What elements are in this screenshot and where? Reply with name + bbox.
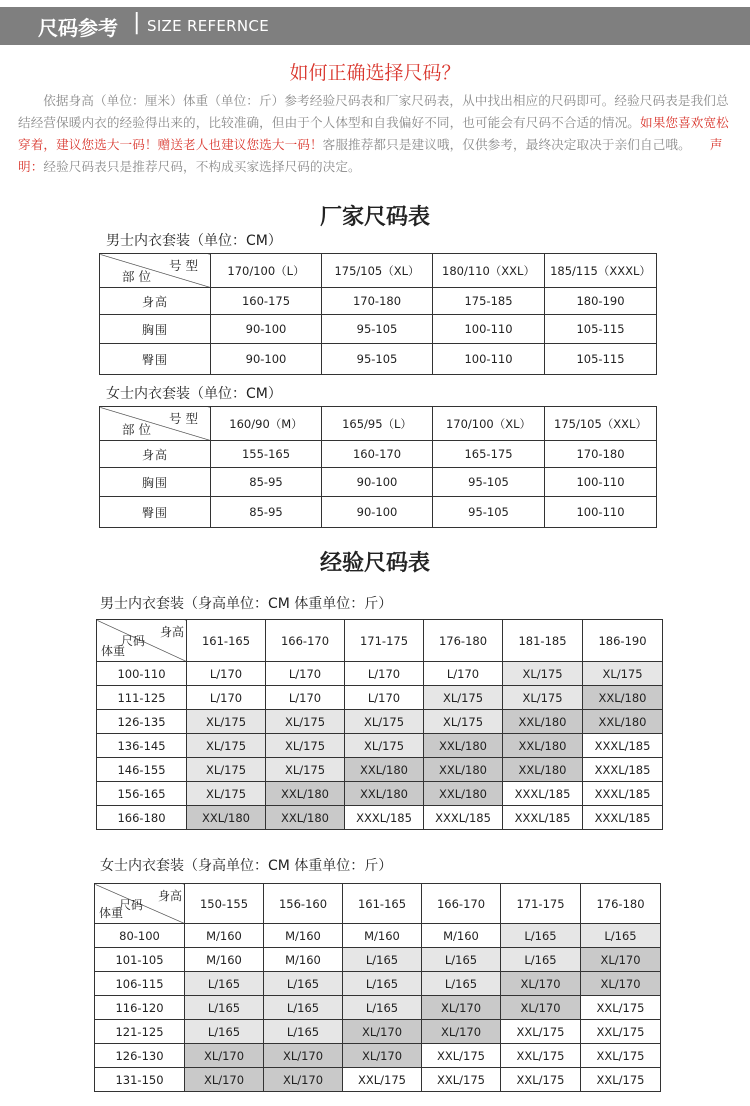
- value-cell: 100-110: [545, 468, 657, 497]
- weight-label: 100-110: [97, 662, 187, 686]
- size-header: 170/100（XL）: [433, 407, 545, 441]
- size-cell: XXL/180: [266, 782, 345, 806]
- table-row: [97, 806, 663, 830]
- size-header: 175/105（XL）: [322, 254, 433, 288]
- size-cell: L/170: [345, 686, 424, 710]
- header-separator: |: [133, 10, 141, 35]
- size-cell: XL/175: [424, 710, 503, 734]
- value-cell: 175-185: [433, 288, 545, 315]
- size-cell: XXXL/185: [583, 758, 663, 782]
- size-cell: XL/175: [266, 710, 345, 734]
- corner-top-label: 号型: [168, 411, 202, 426]
- table-row: [100, 288, 657, 315]
- size-cell: L/165: [422, 972, 501, 996]
- corner-bottom-label: 部位: [122, 422, 156, 437]
- size-cell: L/170: [345, 662, 424, 686]
- value-cell: 180-190: [545, 288, 657, 315]
- size-cell: XL/175: [187, 710, 266, 734]
- size-cell: XXL/175: [501, 1020, 581, 1044]
- value-cell: 90-100: [322, 468, 433, 497]
- intro-text: [18, 90, 734, 178]
- size-cell: L/165: [185, 972, 264, 996]
- intro-red1: 如果您喜欢宽松穿着，建议您选大一码！赠送老人也建议您选大一码！: [18, 115, 729, 152]
- row-label: 身高: [100, 288, 211, 315]
- weight-label: 136-145: [97, 734, 187, 758]
- weight-label: 126-135: [97, 710, 187, 734]
- table-row: [95, 924, 661, 948]
- table-row: [97, 734, 663, 758]
- size-cell: L/165: [581, 924, 661, 948]
- row-label: 胸围: [100, 468, 211, 497]
- size-cell: XL/170: [185, 1044, 264, 1068]
- size-header: 180/110（XXL）: [433, 254, 545, 288]
- value-cell: 165-175: [433, 441, 545, 468]
- size-cell: XL/175: [187, 734, 266, 758]
- table-row: [97, 710, 663, 734]
- size-cell: XXL/175: [581, 996, 661, 1020]
- height-header: 171-175: [501, 884, 581, 924]
- value-cell: 90-100: [211, 315, 322, 344]
- size-cell: L/165: [264, 1020, 343, 1044]
- corner-cell: [97, 620, 187, 662]
- table-row: [97, 758, 663, 782]
- size-cell: XXL/175: [422, 1044, 501, 1068]
- size-cell: XL/175: [187, 758, 266, 782]
- table-row: [95, 1068, 661, 1092]
- size-cell: M/160: [185, 948, 264, 972]
- row-label: 臀围: [100, 497, 211, 528]
- size-cell: XL/170: [501, 972, 581, 996]
- table-row: [100, 344, 657, 375]
- size-cell: L/170: [424, 662, 503, 686]
- size-cell: XXL/180: [345, 758, 424, 782]
- size-cell: XXL/175: [581, 1020, 661, 1044]
- size-cell: XL/175: [503, 686, 583, 710]
- size-cell: XXXL/185: [503, 806, 583, 830]
- table-row: [100, 468, 657, 497]
- row-label: 胸围: [100, 315, 211, 344]
- size-cell: XL/170: [501, 996, 581, 1020]
- size-cell: XL/170: [185, 1068, 264, 1092]
- exp-women-caption: 女士内衣套装（身高单位：CM 体重单位：斤）: [100, 858, 393, 874]
- size-cell: XL/170: [343, 1044, 422, 1068]
- height-header: 176-180: [424, 620, 503, 662]
- size-cell: XXL/175: [501, 1044, 581, 1068]
- height-header: 150-155: [185, 884, 264, 924]
- weight-label: 106-115: [95, 972, 185, 996]
- weight-label: 121-125: [95, 1020, 185, 1044]
- height-header: 181-185: [503, 620, 583, 662]
- table-row: [95, 1044, 661, 1068]
- size-cell: L/170: [266, 686, 345, 710]
- size-cell: L/165: [185, 1020, 264, 1044]
- value-cell: 95-105: [322, 344, 433, 375]
- height-header: 161-165: [343, 884, 422, 924]
- table-row: [100, 497, 657, 528]
- size-header: 175/105（XXL）: [545, 407, 657, 441]
- value-cell: 85-95: [211, 497, 322, 528]
- size-cell: XL/175: [345, 734, 424, 758]
- factory-women-table: [99, 406, 657, 528]
- size-cell: M/160: [185, 924, 264, 948]
- value-cell: 100-110: [433, 315, 545, 344]
- weight-label: 166-180: [97, 806, 187, 830]
- corner-mid-label: 尺码: [119, 898, 144, 912]
- exp-men-table: [96, 619, 663, 830]
- value-cell: 95-105: [322, 315, 433, 344]
- size-cell: L/165: [501, 948, 581, 972]
- size-cell: XXXL/185: [583, 806, 663, 830]
- size-cell: XXL/175: [501, 1068, 581, 1092]
- size-cell: XXXL/185: [345, 806, 424, 830]
- corner-top-label: 身高: [157, 889, 182, 903]
- weight-label: 116-120: [95, 996, 185, 1020]
- height-header: 171-175: [345, 620, 424, 662]
- header-title-cn: 尺码参考: [38, 16, 118, 40]
- size-cell: L/165: [422, 948, 501, 972]
- exp-women-table: [94, 883, 661, 1092]
- size-cell: XXL/180: [424, 734, 503, 758]
- intro-part3: 经验尺码表只是推荐尺码，不构成买家选择尺码的决定。: [43, 159, 361, 174]
- size-cell: M/160: [343, 924, 422, 948]
- size-cell: XXL/180: [266, 806, 345, 830]
- corner-cell: [100, 254, 211, 288]
- size-cell: XXL/180: [424, 758, 503, 782]
- experience-title: 经验尺码表: [319, 551, 430, 576]
- size-cell: XL/175: [503, 662, 583, 686]
- size-cell: XXL/180: [424, 782, 503, 806]
- row-label: 身高: [100, 441, 211, 468]
- size-header: 160/90（M）: [211, 407, 322, 441]
- size-cell: M/160: [264, 948, 343, 972]
- height-header: 186-190: [583, 620, 663, 662]
- weight-label: 146-155: [97, 758, 187, 782]
- size-cell: XL/170: [343, 1020, 422, 1044]
- header-row: [100, 407, 657, 441]
- value-cell: 90-100: [211, 344, 322, 375]
- table-row: [95, 948, 661, 972]
- corner-bottom-label: 体重: [101, 644, 126, 658]
- value-cell: 160-175: [211, 288, 322, 315]
- table-row: [100, 315, 657, 344]
- height-header: 156-160: [264, 884, 343, 924]
- value-cell: 170-180: [545, 441, 657, 468]
- corner-bottom-label: 体重: [99, 906, 124, 920]
- factory-men-table: [99, 253, 657, 375]
- value-cell: 100-110: [545, 497, 657, 528]
- size-cell: XL/175: [583, 662, 663, 686]
- size-cell: XXXL/185: [503, 782, 583, 806]
- size-cell: L/165: [501, 924, 581, 948]
- size-cell: M/160: [264, 924, 343, 948]
- size-cell: XL/175: [187, 782, 266, 806]
- size-cell: L/170: [187, 686, 266, 710]
- header-title-en: SIZE REFERNCE: [147, 17, 269, 35]
- header-row: [95, 884, 661, 924]
- size-cell: L/165: [343, 948, 422, 972]
- intro-red2: 声明：: [18, 137, 723, 174]
- height-header: 176-180: [581, 884, 661, 924]
- size-cell: L/165: [343, 972, 422, 996]
- table-row: [100, 441, 657, 468]
- size-cell: XXL/180: [345, 782, 424, 806]
- size-cell: XL/170: [422, 1020, 501, 1044]
- size-cell: XXL/180: [503, 734, 583, 758]
- size-cell: XL/170: [422, 996, 501, 1020]
- size-cell: XXL/180: [503, 758, 583, 782]
- header-row: [97, 620, 663, 662]
- size-cell: XL/170: [581, 972, 661, 996]
- table-row: [97, 686, 663, 710]
- table-row: [95, 996, 661, 1020]
- weight-label: 101-105: [95, 948, 185, 972]
- value-cell: 95-105: [433, 497, 545, 528]
- value-cell: 160-170: [322, 441, 433, 468]
- size-cell: XL/170: [264, 1044, 343, 1068]
- value-cell: 155-165: [211, 441, 322, 468]
- intro-part1: 依据身高（单位：厘米）体重（单位：斤）参考经验尺码表和厂家尺码表，从中找出相应的尺码即可。经验尺码表是我们总结经营保暖内衣的经验得出来的，比较准确，但由于个人体型和自我偏好不同，也可能会有尺码不合适的情况。: [18, 93, 729, 130]
- corner-cell: [95, 884, 185, 924]
- size-header: 165/95（L）: [322, 407, 433, 441]
- exp-men-caption: 男士内衣套装（身高单位：CM 体重单位：斤）: [100, 596, 393, 612]
- size-cell: XL/175: [266, 758, 345, 782]
- size-cell: XL/175: [266, 734, 345, 758]
- corner-top-label: 号型: [168, 258, 202, 273]
- size-cell: XL/170: [581, 948, 661, 972]
- corner-bottom-label: 部位: [122, 269, 156, 284]
- size-header: 185/115（XXXL）: [545, 254, 657, 288]
- size-cell: XXL/180: [503, 710, 583, 734]
- table-row: [95, 1020, 661, 1044]
- size-cell: XXXL/185: [424, 806, 503, 830]
- size-cell: L/165: [264, 996, 343, 1020]
- size-cell: XL/175: [345, 710, 424, 734]
- size-cell: XXL/175: [581, 1044, 661, 1068]
- size-cell: XXL/175: [343, 1068, 422, 1092]
- size-cell: XXL/175: [581, 1068, 661, 1092]
- weight-label: 131-150: [95, 1068, 185, 1092]
- height-header: 161-165: [187, 620, 266, 662]
- size-cell: XL/170: [264, 1068, 343, 1092]
- size-cell: XXL/180: [187, 806, 266, 830]
- intro-part2: 客服推荐都只是建议哦，仅供参考，最终决定取决于亲们自己哦。: [322, 137, 685, 152]
- table-row: [97, 782, 663, 806]
- factory-men-caption: 男士内衣套装（单位：CM）: [106, 233, 282, 249]
- table-row: [97, 662, 663, 686]
- factory-title: 厂家尺码表: [319, 205, 430, 230]
- value-cell: 95-105: [433, 468, 545, 497]
- size-cell: XXXL/185: [583, 734, 663, 758]
- value-cell: 105-115: [545, 344, 657, 375]
- corner-top-label: 身高: [159, 625, 184, 639]
- value-cell: 105-115: [545, 315, 657, 344]
- corner-mid-label: 尺码: [121, 634, 146, 648]
- value-cell: 90-100: [322, 497, 433, 528]
- weight-label: 111-125: [97, 686, 187, 710]
- height-header: 166-170: [266, 620, 345, 662]
- factory-women-caption: 女士内衣套装（单位：CM）: [106, 386, 282, 402]
- size-cell: XXXL/185: [583, 782, 663, 806]
- size-cell: XL/175: [424, 686, 503, 710]
- size-cell: L/170: [187, 662, 266, 686]
- size-cell: XXL/180: [583, 710, 663, 734]
- size-cell: XXL/180: [583, 686, 663, 710]
- weight-label: 156-165: [97, 782, 187, 806]
- size-cell: L/165: [264, 972, 343, 996]
- question-title: 如何正确选择尺码？: [289, 62, 461, 84]
- corner-cell: [100, 407, 211, 441]
- weight-label: 80-100: [95, 924, 185, 948]
- height-header: 166-170: [422, 884, 501, 924]
- value-cell: 85-95: [211, 468, 322, 497]
- header-row: [100, 254, 657, 288]
- value-cell: 170-180: [322, 288, 433, 315]
- row-label: 臀围: [100, 344, 211, 375]
- size-header: 170/100（L）: [211, 254, 322, 288]
- weight-label: 126-130: [95, 1044, 185, 1068]
- size-cell: L/165: [185, 996, 264, 1020]
- size-cell: XXL/175: [422, 1068, 501, 1092]
- value-cell: 100-110: [433, 344, 545, 375]
- size-cell: M/160: [422, 924, 501, 948]
- table-row: [95, 972, 661, 996]
- size-cell: L/170: [266, 662, 345, 686]
- header-bar: [0, 7, 750, 45]
- size-cell: L/165: [343, 996, 422, 1020]
